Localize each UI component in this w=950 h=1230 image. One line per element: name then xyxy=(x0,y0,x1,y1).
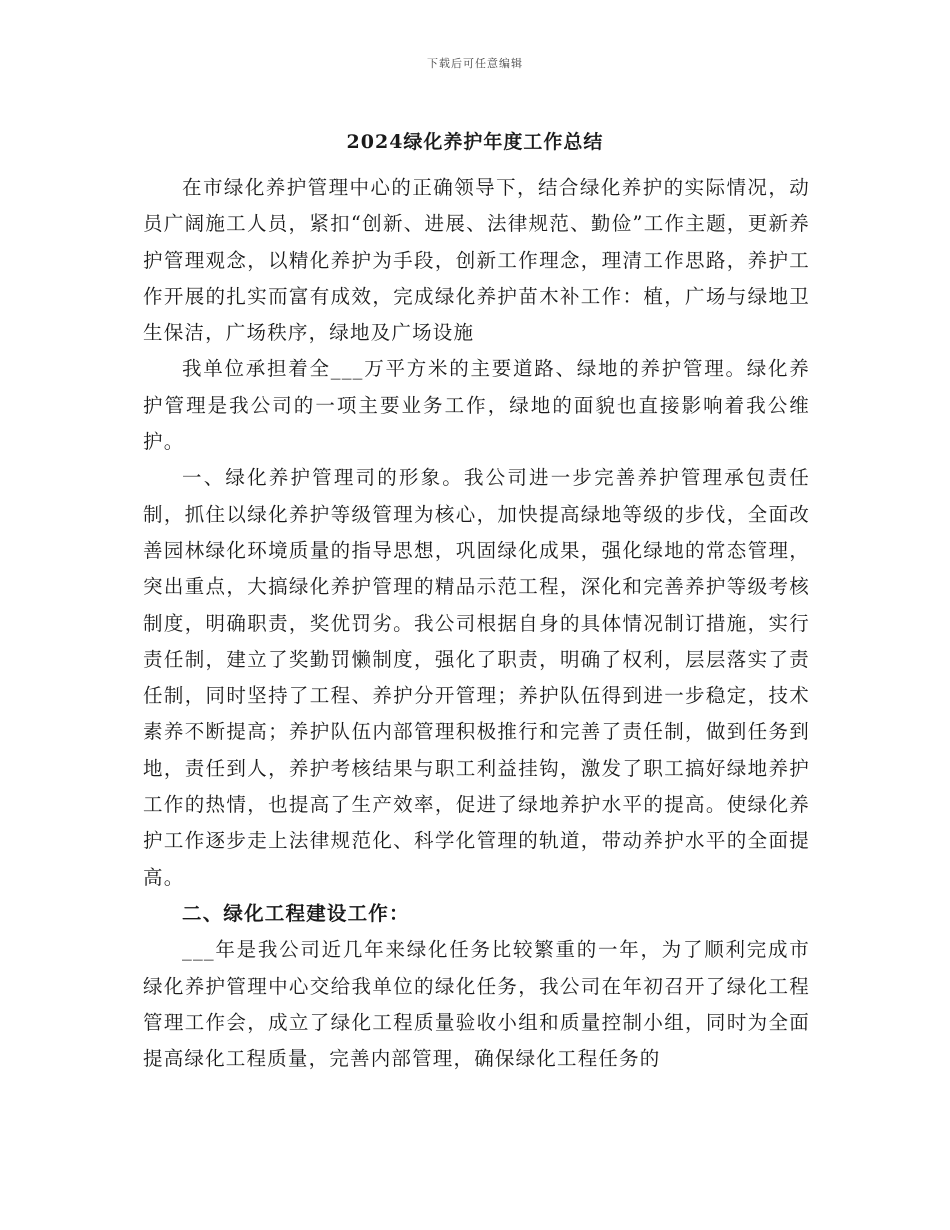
paragraph-intro: 在市绿化养护管理中心的正确领导下，结合绿化养护的实际情况，动员广阔施工人员，紧扣“创新、进展、法律规范、勤俭”工作主题，更新养护管理观念，以精化养护为手段，创新工作理念，理清工作思路，养护工作开展的扎实而富有成效，完成绿化养护苗木补工作：植，广场与绿地卫生保洁，广场秩序，绿地及广场设施 xyxy=(143,176,810,345)
paragraph-section-one: 一、绿化养护管理司的形象。我公司进一步完善养护管理承包责任制，抓住以绿化养护等级管理为核心，加快提高绿地等级的步伐，全面改善园林绿化环境质量的指导思想，巩固绿化成果，强化绿地的常态管理，突出重点，大搞绿化养护管理的精品示范工程，深化和完善养护等级考核制度，明确职责，奖优罚劣。我公司根据自身的具体情况制订措施，实行责任制，建立了奖勤罚懒制度，强化了职责，明确了权利，层层落实了责任制，同时坚持了工程、养护分开管理；养护队伍得到进一步稳定，技术素养不断提高；养护队伍内部管理积极推行和完善了责任制，做到任务到地，责任到人，养护考核结果与职工利益挂钩，激发了职工搞好绿地养护工作的热情，也提高了生产效率，促进了绿地养护水平的提高。使绿化养护工作逐步走上法律规范化、科学化管理的轨道，带动养护水平的全面提高。 xyxy=(143,466,810,889)
section-heading-two: 二、绿化工程建设工作： xyxy=(182,901,410,925)
paragraph-section-two: ___年是我公司近几年来绿化任务比较繁重的一年，为了顺利完成市绿化养护管理中心交给我单位的绿化任务，我公司在年初召开了绿化工程管理工作会，成立了绿化工程质量验收小组和质量控制小组，同时为全面提高绿化工程质量，完善内部管理，确保绿化工程任务的 xyxy=(143,938,810,1071)
document-body xyxy=(143,170,810,1077)
paragraph-scope: 我单位承担着全___万平方米的主要道路、绿地的养护管理。绿化养护管理是我公司的一项主要业务工作，绿地的面貌也直接影响着我公维护。 xyxy=(143,357,810,454)
document-title: 2024绿化养护年度工作总结 xyxy=(346,131,604,153)
page-header-note: 下载后可任意编辑 xyxy=(427,57,523,70)
